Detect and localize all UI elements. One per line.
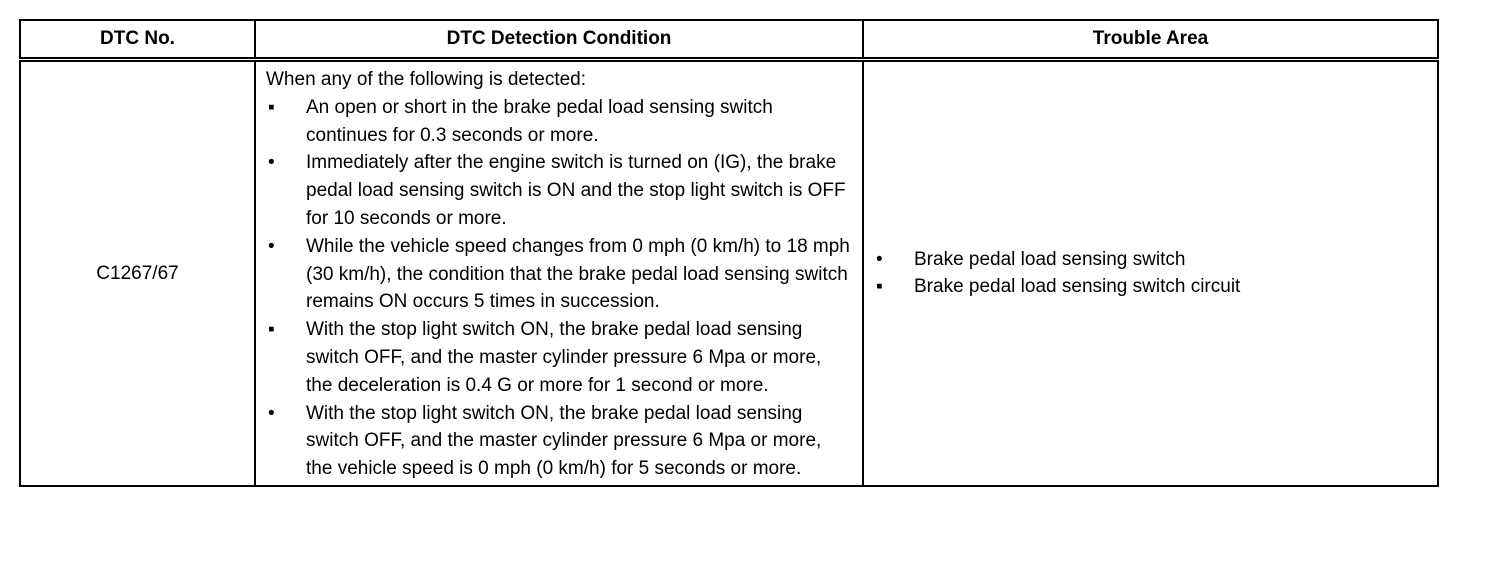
trouble-area-text: Brake pedal load sensing switch circuit: [914, 276, 1241, 298]
condition-item: [266, 233, 852, 316]
dtc-table: [19, 19, 1439, 487]
trouble-area-cell: [863, 60, 1438, 486]
bullet-icon: •: [268, 402, 275, 424]
trouble-area-item: [874, 246, 1427, 274]
condition-text: With the stop light switch ON, the brake pedal load sensing switch OFF, and the master cylinder pressure 6 Mpa or more, the deceleration is 0.4 G or more for 1 second or more.: [306, 319, 822, 396]
condition-item: [266, 94, 852, 150]
table-row: [20, 60, 1438, 486]
condition-list: [266, 94, 852, 483]
header-dtc-no: DTC No.: [20, 20, 255, 60]
condition-text: An open or short in the brake pedal load sensing switch continues for 0.3 seconds or more.: [306, 96, 773, 146]
bullet-icon: •: [268, 152, 275, 174]
bullet-icon: •: [268, 235, 275, 257]
condition-text: With the stop light switch ON, the brake pedal load sensing switch OFF, and the master cylinder pressure 6 Mpa or more, the vehicle speed is 0 mph (0 km/h) for 5 seconds or more.: [306, 402, 822, 480]
detection-condition-cell: [255, 60, 863, 486]
condition-item: [266, 400, 852, 483]
header-trouble-area: Trouble Area: [863, 20, 1438, 60]
header-detection-condition: DTC Detection Condition: [255, 20, 863, 60]
trouble-area-item: [874, 273, 1427, 301]
condition-intro: When any of the following is detected:: [266, 69, 587, 90]
dtc-code-cell: C1267/67: [20, 60, 255, 486]
bullet-icon: •: [876, 248, 883, 270]
condition-item: [266, 316, 852, 399]
condition-text: Immediately after the engine switch is turned on (IG), the brake pedal load sensing switch is ON and the stop light switch is OFF for 10 seconds or more.: [306, 152, 846, 229]
trouble-area-text: Brake pedal load sensing switch: [914, 248, 1186, 270]
trouble-area-list: [874, 246, 1427, 302]
bullet-icon: ▪: [268, 319, 275, 341]
table-header-row: [20, 20, 1438, 60]
condition-item: [266, 149, 852, 232]
bullet-icon: ▪: [268, 96, 275, 118]
condition-text: While the vehicle speed changes from 0 mph (0 km/h) to 18 mph (30 km/h), the condition that the brake pedal load sensing switch remains ON occurs 5 times in succession.: [306, 235, 850, 313]
bullet-icon: ▪: [876, 276, 883, 298]
